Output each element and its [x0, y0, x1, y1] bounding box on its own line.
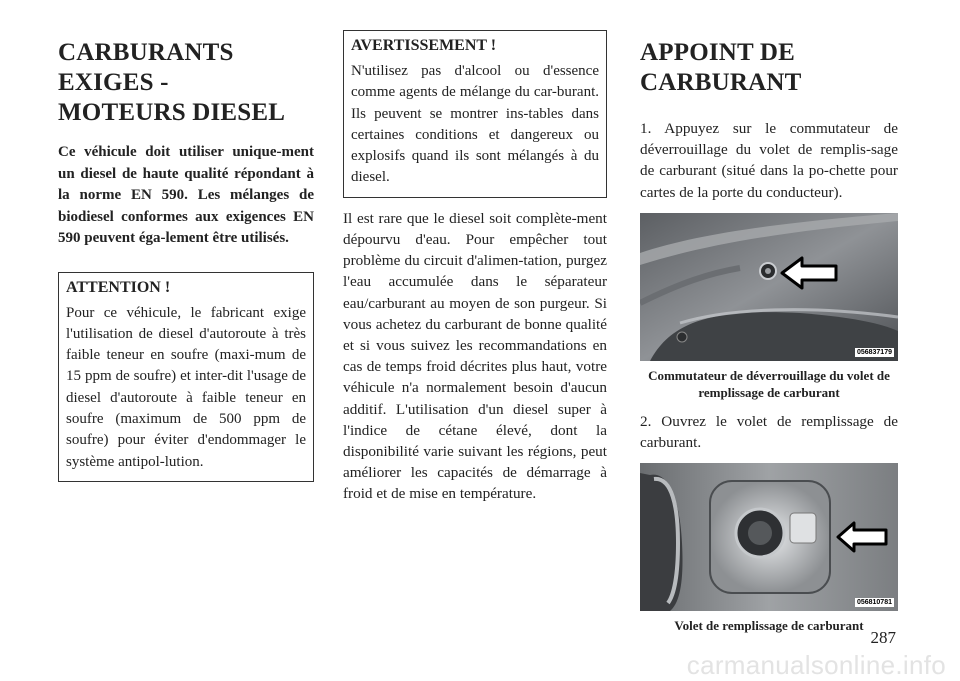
- attention-text: Pour ce véhicule, le fabricant exige l'utilisation de diesel d'autoroute à très faible teneur en soufre (maxi-mum de 15 ppm de soufre) et inter-dit l'usage de diesel d'autoroute à faible teneur en soufre (maximum de 500 ppm de soufre) pour éviter d'endommager le système antipol-lution.: [66, 304, 306, 470]
- figure-caption: Commutateur de déverrouillage du volet de remplissage de carburant: [648, 367, 890, 400]
- section-heading-diesel-fuel: CARBURANTS EXIGES - MOTEURS DIESEL: [58, 39, 286, 126]
- page-number: 287: [870, 628, 896, 647]
- column-right: [640, 30, 898, 634]
- attention-box: [58, 272, 314, 482]
- attention-title: ATTENTION !: [66, 278, 171, 296]
- watermark: carmanualsonline.info: [686, 650, 946, 680]
- release-switch-photo: [640, 213, 898, 361]
- warning-text: N'utilisez pas d'alcool ou d'essence comme agents de mélange du car-burant. Ils peuvent se montrer ins-tables dans certaines conditions et dangereux ou explosifs quand ils sont mélangés à du diesel.: [351, 63, 599, 186]
- step-2-text: 2. Ouvrez le volet de remplissage de carburant.: [640, 412, 898, 452]
- fuel-door-photo: [640, 463, 898, 611]
- image-code: 056810781: [856, 599, 892, 607]
- intro-paragraph: Ce véhicule doit utiliser unique-ment un diesel de haute qualité répondant à la norme EN 590. Les mélanges de biodiesel conformes aux exigences EN 590 peuvent éga-lement être utilisés.: [58, 144, 314, 246]
- figure-release-switch: [640, 213, 898, 401]
- warning-box: [343, 30, 607, 198]
- water-paragraph: Il est rare que le diesel soit complète-ment dépourvu d'eau. Pour empêcher tout problème du circuit d'alimen-tation, purgez l'eau accumulée dans le séparateur eau/carburant au moyen de son purgeur. Si vous achetez du carburant de bonne qualité et si vous suivez les recommandations en cas de temps froid décrites plus haut, votre véhicule n'a normalement besoin d'aucun additif. L'utilisation d'un diesel super à l'indice de cétane élevé, dont la disponibilité varie suivant les régions, peut améliorer les capacités de démarrage à froid et de mise en température.: [343, 209, 607, 503]
- step-1-text: 1. Appuyez sur le commutateur de déverrouillage du volet de remplis-sage de carburant (situé dans la po-chette pour cartes de la porte du conducteur).: [640, 120, 898, 201]
- section-heading-refueling: APPOINT DE CARBURANT: [640, 39, 802, 96]
- column-left: [58, 30, 314, 482]
- column-middle: [343, 30, 607, 505]
- image-code: 056837179: [856, 348, 892, 356]
- figure-fuel-door: [640, 463, 898, 634]
- warning-title: AVERTISSEMENT !: [351, 37, 497, 54]
- figure-caption: Volet de remplissage de carburant: [674, 618, 864, 634]
